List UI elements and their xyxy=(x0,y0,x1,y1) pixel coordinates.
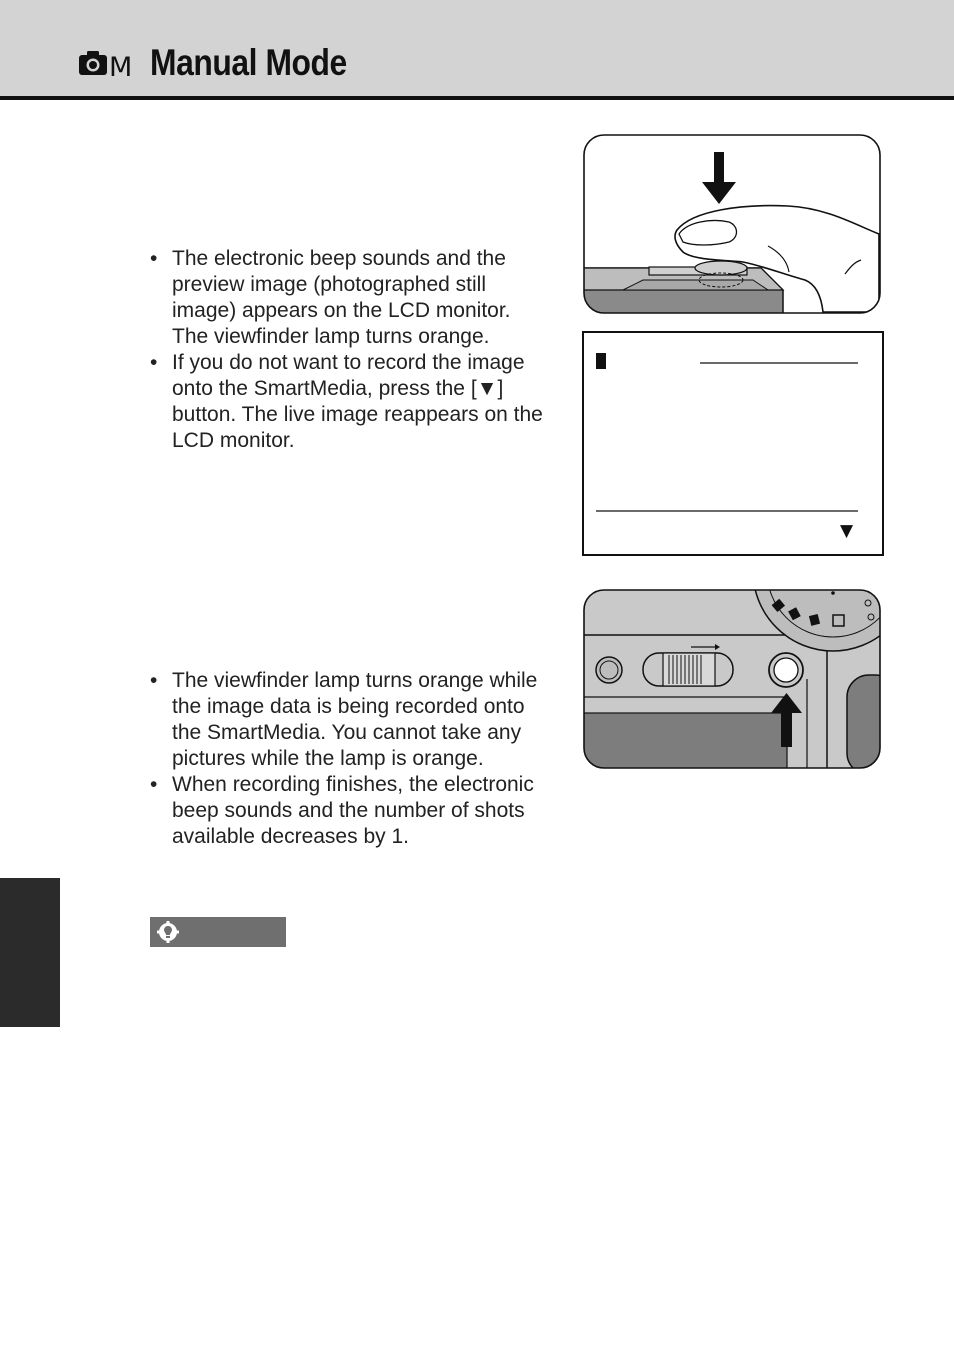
list-item: • If you do not want to record the image onto the SmartMedia, press the [▼] button. The live image reappears on the LCD monitor. xyxy=(150,350,550,454)
record-bar-icon xyxy=(596,353,606,369)
lightbulb-icon xyxy=(156,920,180,944)
list-item: • When recording finishes, the electronic beep sounds and the number of shots available decreases by 1. xyxy=(150,772,550,850)
list-item: • The electronic beep sounds and the preview image (photographed still image) appears on the LCD monitor. The viewfinder lamp turns orange. xyxy=(150,246,550,350)
camera-icon xyxy=(78,50,108,76)
hint-badge xyxy=(150,917,286,947)
section1-bullets xyxy=(150,246,550,454)
camera-back-illustration xyxy=(583,589,881,769)
chapter-side-tab xyxy=(0,878,60,1027)
page-header xyxy=(0,0,954,100)
shutter-press-illustration xyxy=(583,134,881,314)
down-arrow-icon: ▼ xyxy=(840,521,854,541)
list-item: • The viewfinder lamp turns orange while the image data is being recorded onto the SmartMedia. You cannot take any pictures while the lamp is orange. xyxy=(150,668,550,772)
mode-letter: M xyxy=(109,52,134,83)
section2-bullets xyxy=(150,668,550,850)
page-title: Manual Mode xyxy=(150,42,347,83)
lcd-screen-graphic xyxy=(584,333,882,554)
lcd-screen-illustration xyxy=(582,331,884,556)
